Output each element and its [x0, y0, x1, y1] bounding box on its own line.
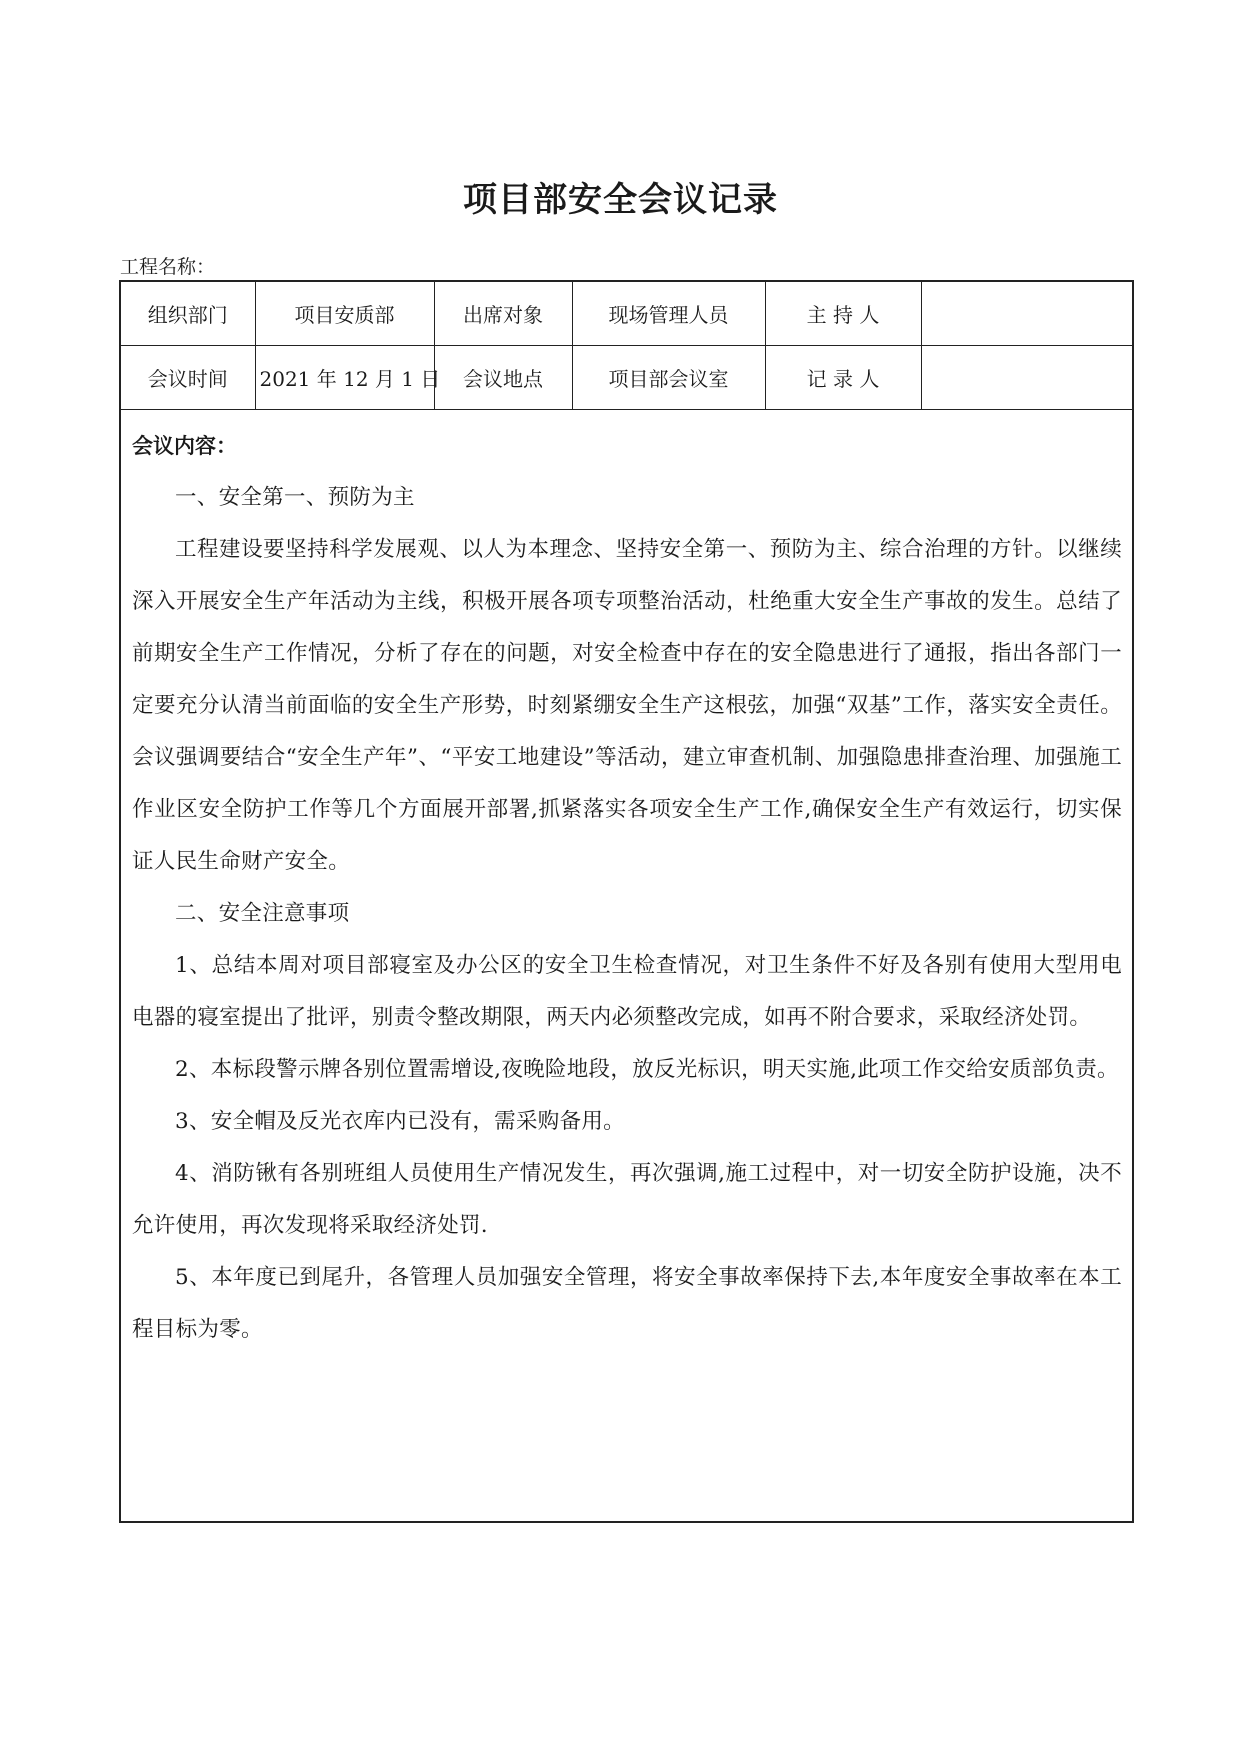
- content-paragraph: 3、安全帽及反光衣库内已没有，需采购备用。: [175, 1109, 625, 1134]
- meeting-record-sheet: [119, 280, 1134, 1523]
- document-title: 项目部安全会议记录: [463, 180, 778, 220]
- meeting-time-value: 2021 年 12 月 1 日: [255, 346, 434, 410]
- meeting-content-label: 会议内容：: [132, 434, 237, 458]
- recorder-value: [921, 346, 1132, 410]
- meeting-place-value: 项目部会议室: [572, 346, 765, 410]
- meeting-content: [121, 410, 1132, 1356]
- content-paragraph: 5、本年度已到尾升，各管理人员加强安全管理，将安全事故率保持下去,本年度安全事故率在本工程目标为零。: [132, 1265, 1122, 1342]
- content-paragraph: 1、总结本周对项目部寝室及办公区的安全卫生检查情况，对卫生条件不好及各别有使用大型用电电器的寝室提出了批评，别责令整改期限，两天内必须整改完成，如再不附合要求，采取经济处罚。: [132, 953, 1122, 1030]
- project-name-label: 工程名称：: [120, 256, 216, 278]
- section-heading: 一、安全第一、预防为主: [175, 485, 415, 510]
- info-row-1: [121, 282, 1132, 346]
- attendees-value: 现场管理人员: [572, 282, 765, 346]
- host-label: 主 持 人: [765, 282, 921, 346]
- recorder-label: 记 录 人: [765, 346, 921, 410]
- meeting-time-label: 会议时间: [121, 346, 255, 410]
- host-value: [921, 282, 1132, 346]
- org-dept-value: 项目安质部: [255, 282, 434, 346]
- content-paragraph: 工程建设要坚持科学发展观、以人为本理念、坚持安全第一、预防为主、综合治理的方针。以继续深入开展安全生产年活动为主线，积极开展各项专项整治活动，杜绝重大安全生产事故的发生。总结了前期安全生产工作情况，分析了存在的问题，对安全检查中存在的安全隐患进行了通报，指出各部门一定要充分认清当前面临的安全生产形势，时刻紧绷安全生产这根弦，加强“双基”工作，落实安全责任。会议强调要结合“安全生产年”、“平安工地建设”等活动，建立审查机制、加强隐患排查治理、加强施工作业区安全防护工作等几个方面展开部署,抓紧落实各项安全生产工作,确保安全生产有效运行，切实保证人民生命财产安全。: [132, 537, 1122, 874]
- attendees-label: 出席对象: [434, 282, 572, 346]
- org-dept-label: 组织部门: [121, 282, 255, 346]
- section-heading: 二、安全注意事项: [175, 901, 350, 926]
- content-paragraph: 2、本标段警示牌各别位置需增设,夜晚险地段，放反光标识，明天实施,此项工作交给安质部负责。: [175, 1057, 1119, 1082]
- meeting-info-table: [121, 282, 1132, 410]
- content-paragraph: 4、消防锹有各别班组人员使用生产情况发生，再次强调,施工过程中，对一切安全防护设施，决不允许使用，再次发现将采取经济处罚.: [132, 1161, 1122, 1238]
- meeting-place-label: 会议地点: [434, 346, 572, 410]
- info-row-2: [121, 346, 1132, 410]
